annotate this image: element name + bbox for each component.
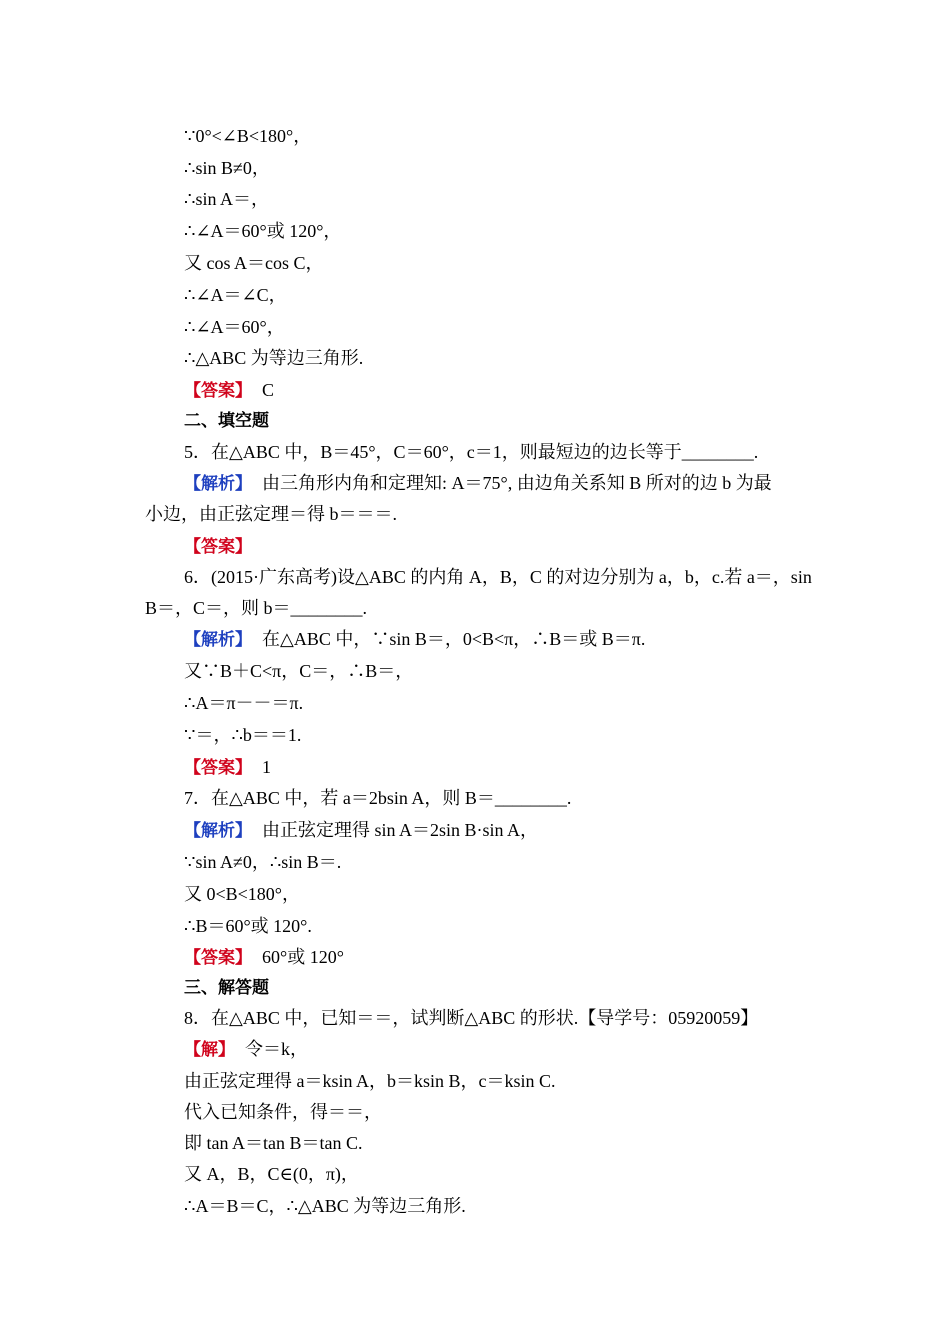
text-line: 由正弦定理得 a＝ksin A，b＝ksin B，c＝ksin C. [184,1071,556,1091]
text-line: ∴∠A＝60°或 120°， [184,221,342,241]
text-line: ∴∠A＝60°， [184,317,285,337]
question-7: 7．在△ABC 中，若 a＝2bsin A，则 B＝________. [184,788,572,808]
question-8: 8．在△ABC 中，已知＝＝，试判断△ABC 的形状.【导学号：05920059】 [184,1008,759,1028]
answer-row [184,756,271,779]
text-line: 在△ABC 中，∵sin B＝，0<B<π，∴B＝或 B＝π. [262,629,646,649]
text-line: 令＝k， [245,1039,308,1059]
text-line: ∵0°<∠B<180°， [184,126,312,146]
analysis-tag: 【解析】 [184,474,252,494]
text-line: 又 cos A＝cos C， [184,253,324,273]
text-line: ∵＝，∴b＝＝1. [184,725,302,745]
text-line: 代入已知条件，得＝＝， [184,1102,382,1122]
text-line: 又 0<B<180°， [184,884,301,904]
analysis-row [184,819,538,842]
text-line: ∴A＝π－－＝π. [184,693,304,713]
section-heading: 二、填空题 [184,411,269,431]
question-6: 6．(2015·广东高考)设△ABC 的内角 A，B，C 的对边分别为 a，b，c.若 a＝，sin [184,567,812,587]
solution-tag: 【解】 [184,1040,235,1060]
question-5: 5．在△ABC 中，B＝45°，C＝60°，c＝1，则最短边的边长等于________. [184,442,759,462]
solution-row [184,1038,308,1061]
answer-tag: 【答案】 [184,537,252,557]
answer-value: C [262,380,275,400]
text-line: ∴A＝B＝C，∴△ABC 为等边三角形. [184,1196,466,1216]
answer-tag: 【答案】 [184,758,252,778]
text-line: 由正弦定理得 sin A＝2sin B·sin A， [262,820,539,840]
text-line: B＝，C＝，则 b＝________. [145,598,368,618]
answer-value: 1 [262,757,271,777]
text-line: 又 A，B，C∈(0，π)， [184,1164,359,1184]
text-line: ∴B＝60°或 120°. [184,916,312,936]
text-line: 即 tan A＝tan B＝tan C. [184,1133,363,1153]
answer-row [184,946,344,969]
text-line: 又∵B＋C<π，C＝，∴B＝， [184,661,414,681]
answer-tag: 【答案】 [184,381,252,401]
text-line: 由三角形内角和定理知: A＝75°, 由边角关系知 B 所对的边 b 为最 [262,473,772,493]
section-heading: 三、解答题 [184,978,269,998]
analysis-tag: 【解析】 [184,630,252,650]
answer-row [184,379,274,402]
text-line: 小边，由正弦定理＝得 b＝＝＝. [145,504,397,524]
text-line: ∴sin A＝， [184,189,269,209]
answer-tag: 【答案】 [184,948,252,968]
analysis-tag: 【解析】 [184,821,252,841]
text-line: ∴△ABC 为等边三角形. [184,348,364,368]
analysis-row [184,472,772,495]
answer-row [184,535,252,558]
analysis-row [184,628,645,651]
text-line: ∴∠A＝∠C， [184,285,287,305]
text-line: ∴sin B≠0， [184,158,270,178]
text-line: ∵sin A≠0，∴sin B＝. [184,852,342,872]
answer-value: 60°或 120° [262,947,344,967]
